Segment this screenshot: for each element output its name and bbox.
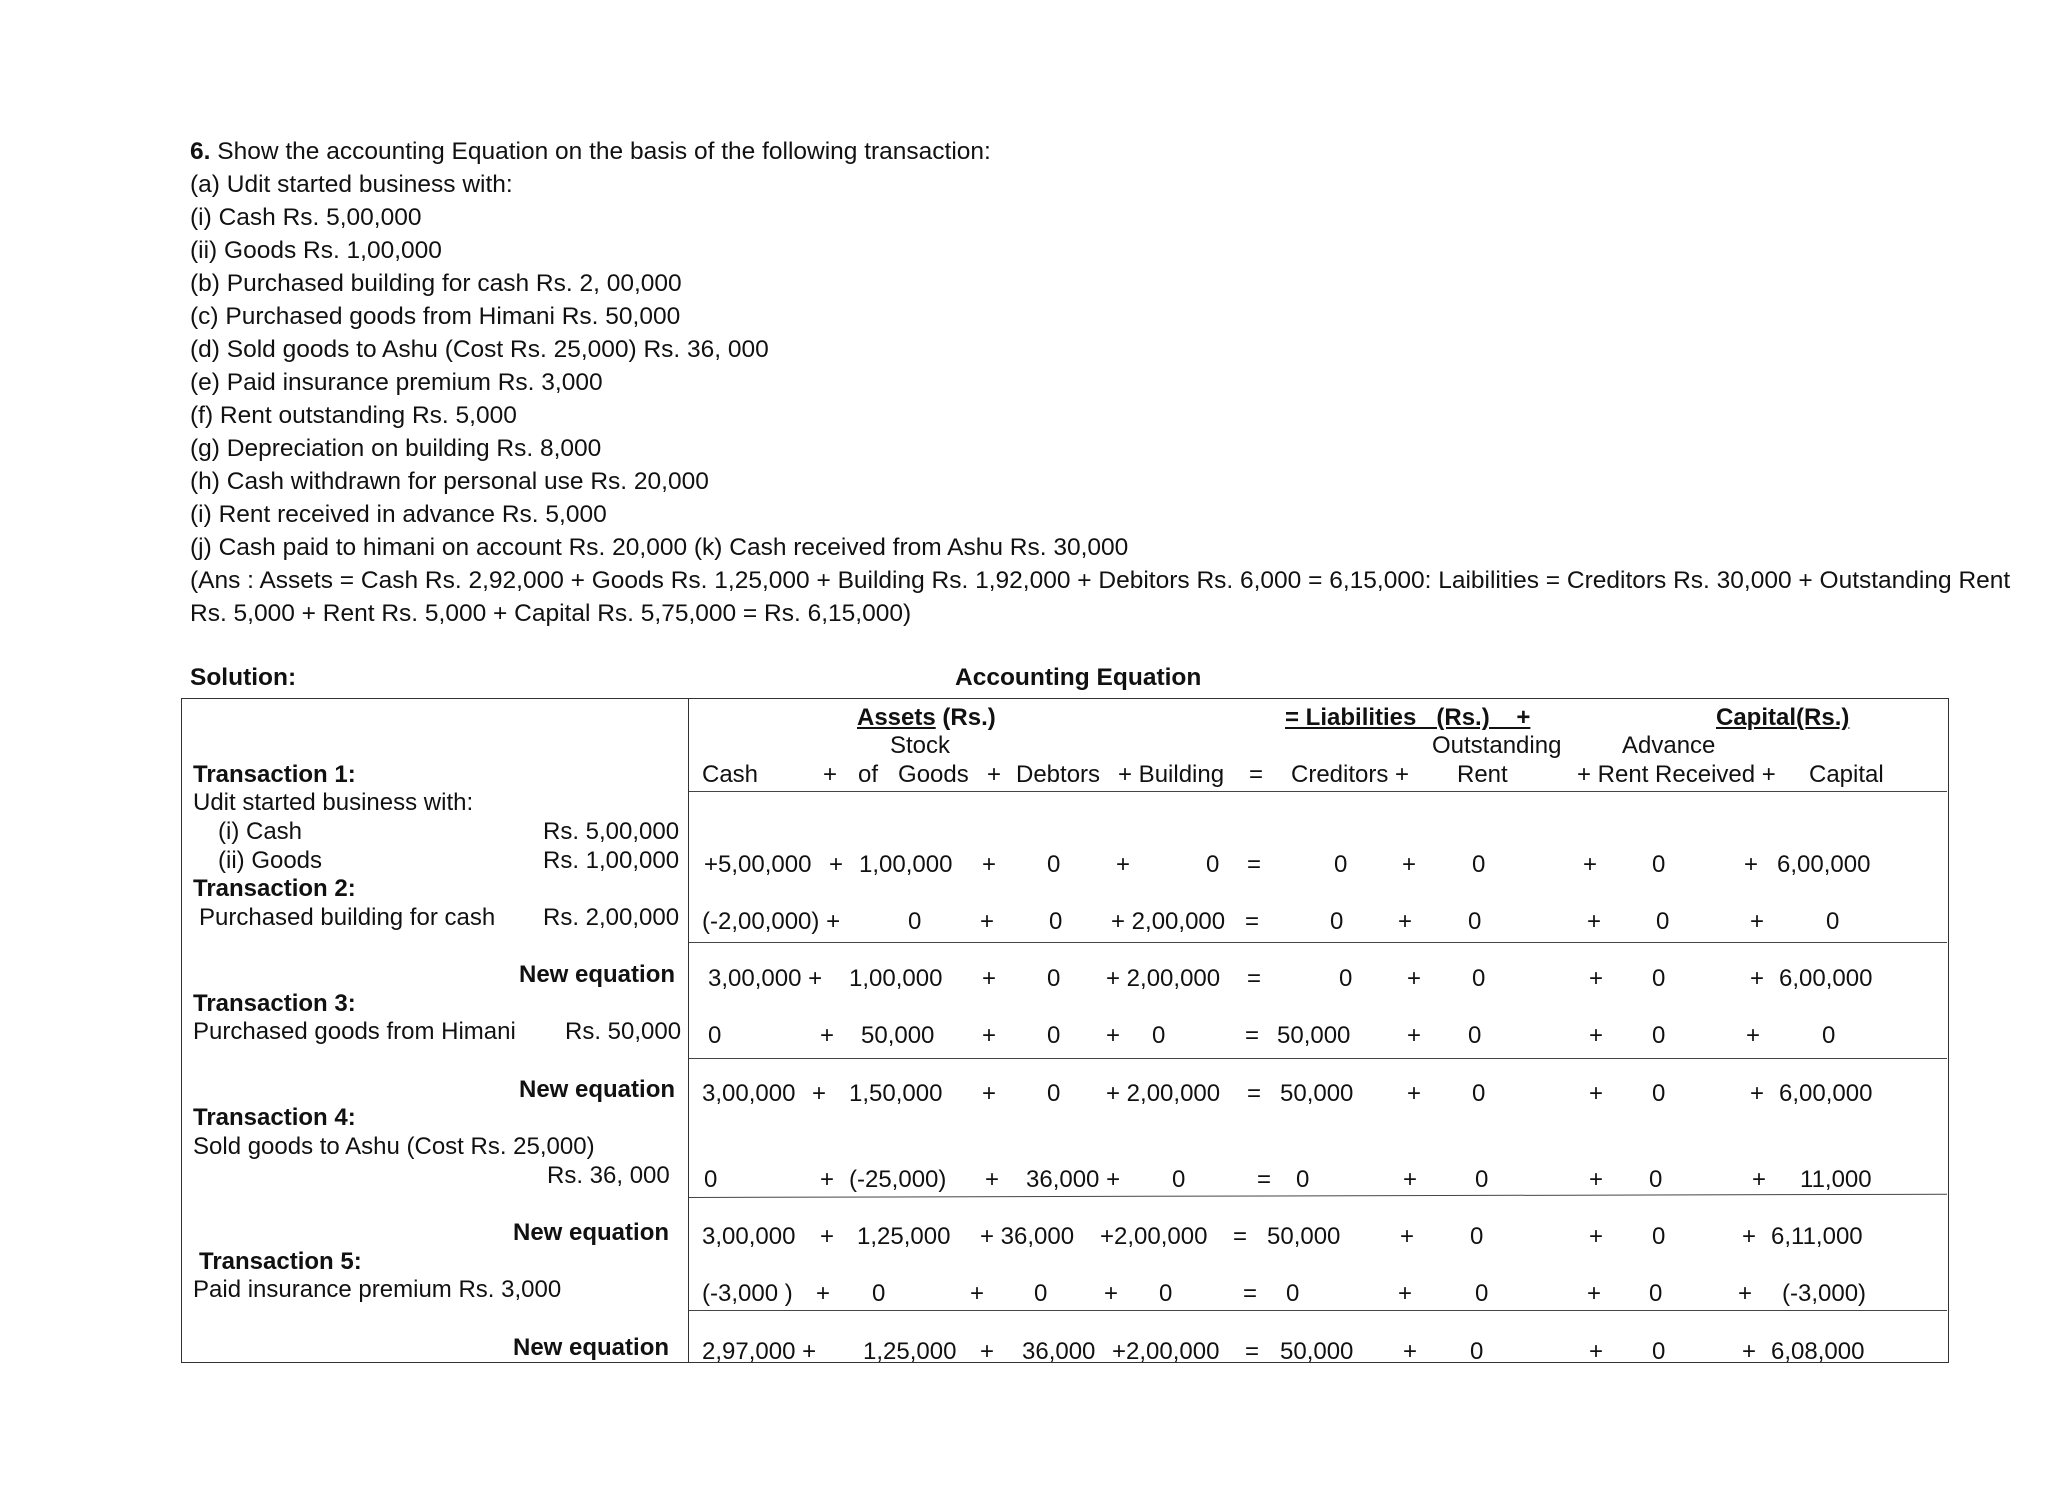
cell: 0	[1206, 851, 1220, 878]
cell: 6,00,000	[1779, 965, 1873, 992]
row-rule	[689, 942, 1947, 943]
assets-header: Assets (Rs.)	[857, 704, 996, 731]
cell: 1,50,000	[849, 1080, 943, 1107]
cell: =	[1243, 1280, 1258, 1307]
cell: +	[982, 1080, 997, 1107]
cell: 3,00,000	[702, 1080, 796, 1107]
equation-title: Accounting Equation	[955, 664, 1202, 691]
cell: 36,000 +	[1026, 1166, 1121, 1193]
cell: + 2,00,000	[1111, 908, 1226, 935]
question-line: (f) Rent outstanding Rs. 5,000	[190, 402, 517, 429]
cell: 0	[1286, 1280, 1300, 1307]
cell: +	[1403, 1166, 1418, 1193]
question-number: 6.	[190, 138, 211, 165]
transaction-2-heading: Transaction 2:	[193, 875, 356, 902]
cell: 1,25,000	[857, 1223, 951, 1250]
cell: 0	[1652, 1338, 1666, 1365]
cell: 0	[1470, 1338, 1484, 1365]
cell: 6,00,000	[1779, 1080, 1873, 1107]
cell: +	[1738, 1280, 1753, 1307]
cell: 6,08,000	[1771, 1338, 1865, 1365]
transaction-1-desc: Udit started business with:	[193, 789, 474, 816]
cell: 1,00,000	[849, 965, 943, 992]
question-line: (i) Cash Rs. 5,00,000	[190, 204, 422, 231]
cell: 0	[1652, 965, 1666, 992]
cell: 0	[1152, 1022, 1166, 1049]
cell: =	[1247, 1080, 1262, 1107]
capital-header: Capital(Rs.)	[1716, 704, 1850, 731]
transaction-3-amount: Rs. 50,000	[565, 1018, 682, 1045]
cell: =	[1245, 908, 1260, 935]
rent-col-header: Rent	[1457, 761, 1508, 788]
question-line: (e) Paid insurance premium Rs. 3,000	[190, 369, 603, 396]
cell: +	[1583, 851, 1598, 878]
row-rule	[689, 1310, 1947, 1311]
question-line: (i) Rent received in advance Rs. 5,000	[190, 501, 607, 528]
goods-col-header: of Goods	[858, 761, 969, 788]
cell: +	[1587, 908, 1602, 935]
cell: (-2,00,000) +	[702, 908, 841, 935]
cell: +	[820, 1022, 835, 1049]
cell: 0	[1649, 1166, 1663, 1193]
cell: 0	[1656, 908, 1670, 935]
cell: 3,00,000	[702, 1223, 796, 1250]
cell: +	[982, 851, 997, 878]
question-line: (ii) Goods Rs. 1,00,000	[190, 237, 442, 264]
cell: + 36,000	[980, 1223, 1075, 1250]
cell: +	[829, 851, 844, 878]
cell: +	[1589, 1166, 1604, 1193]
cell: 0	[1159, 1280, 1173, 1307]
cell: 36,000	[1022, 1338, 1096, 1365]
cell: 50,000	[1280, 1338, 1354, 1365]
cell: 0	[1826, 908, 1840, 935]
transaction-4-heading: Transaction 4:	[193, 1104, 356, 1131]
header-rule	[689, 791, 1947, 792]
transaction-4-amount: Rs. 36, 000	[547, 1162, 670, 1189]
cell: +	[1402, 851, 1417, 878]
cell: +	[1403, 1338, 1418, 1365]
advance-header: Advance	[1622, 732, 1716, 759]
cell: 1,25,000	[863, 1338, 957, 1365]
cell: +	[820, 1166, 835, 1193]
debtors-col-header: Debtors	[1016, 761, 1101, 788]
cell: =	[1245, 1022, 1260, 1049]
transaction-1-heading: Transaction 1:	[193, 761, 356, 788]
cell: =	[1233, 1223, 1248, 1250]
cell: 6,11,000	[1771, 1223, 1863, 1250]
answer-text: (Ans : Assets = Cash Rs. 2,92,000 + Goods Rs. 1,25,000 + Building Rs. 1,92,000 + Debitors Rs. 6,000 = 6,15,000: Laibilities = Creditors Rs. 30,000 + Outstanding Rent Rs. 5,000 + Rent Rs. 5,000 + Capital Rs. 5,75,000 = Rs. 6,15,000)	[190, 567, 2011, 627]
cell: =	[1247, 851, 1262, 878]
question-line: (g) Depreciation on building Rs. 8,000	[190, 435, 602, 462]
cell: 1,00,000	[859, 851, 953, 878]
cell: 50,000	[1277, 1022, 1351, 1049]
transaction-1-cash: (i) Cash	[218, 818, 303, 845]
transaction-4-desc: Sold goods to Ashu (Cost Rs. 25,000)	[193, 1133, 595, 1160]
cell: +	[1750, 908, 1765, 935]
cell: 0	[1172, 1166, 1186, 1193]
cell: +	[980, 1338, 995, 1365]
cell: 0	[1339, 965, 1353, 992]
cell: +	[1587, 1280, 1602, 1307]
cell: +	[1744, 851, 1759, 878]
cell: 0	[704, 1166, 718, 1193]
cell: +	[1750, 965, 1765, 992]
cell: +2,00,000	[1100, 1223, 1208, 1250]
cell: +	[1104, 1280, 1119, 1307]
cell: 2,97,000 +	[702, 1338, 817, 1365]
cell: 50,000	[1280, 1080, 1354, 1107]
cell: +	[1742, 1338, 1757, 1365]
cell: (-25,000)	[849, 1166, 947, 1193]
cell: 0	[1652, 851, 1666, 878]
cell: +	[982, 1022, 997, 1049]
question-prompt: Show the accounting Equation on the basis of the following transaction:	[217, 138, 991, 165]
cell: 11,000	[1800, 1166, 1872, 1193]
cell: +	[1398, 1280, 1413, 1307]
outstanding-header: Outstanding	[1432, 732, 1562, 759]
cell: (-3,000 )	[702, 1280, 793, 1307]
cell: +	[1742, 1223, 1757, 1250]
equals-sign: =	[1249, 761, 1264, 788]
question-line: (d) Sold goods to Ashu (Cost Rs. 25,000) Rs. 36, 000	[190, 336, 769, 363]
transaction-5-desc: Paid insurance premium Rs. 3,000	[193, 1276, 562, 1303]
cell: 0	[1296, 1166, 1310, 1193]
cell: +	[816, 1280, 831, 1307]
new-equation-label: New equation	[519, 961, 676, 988]
cell: +	[1407, 965, 1422, 992]
question-block	[190, 135, 2020, 630]
cell: 0	[1470, 1223, 1484, 1250]
cell: +5,00,000	[704, 851, 812, 878]
cell: +	[820, 1223, 835, 1250]
cell: 0	[1652, 1022, 1666, 1049]
cell: +	[980, 908, 995, 935]
new-equation-label: New equation	[513, 1219, 670, 1246]
cell: 3,00,000 +	[708, 965, 823, 992]
new-equation-label: New equation	[519, 1076, 676, 1103]
cell: 0	[1330, 908, 1344, 935]
question-line: (a) Udit started business with:	[190, 171, 513, 198]
cell: 0	[1047, 851, 1061, 878]
cell: +	[1750, 1080, 1765, 1107]
question-line: (c) Purchased goods from Himani Rs. 50,000	[190, 303, 681, 330]
cell: =	[1245, 1338, 1260, 1365]
cell: 0	[1334, 851, 1348, 878]
cell: 0	[1472, 851, 1486, 878]
cell: +	[1407, 1080, 1422, 1107]
solution-label: Solution:	[190, 664, 297, 691]
cell: 0	[908, 908, 922, 935]
liabilities-header: = Liabilities (Rs.) +	[1285, 704, 1531, 731]
cell: +	[1589, 1223, 1604, 1250]
transaction-1-cash-amount: Rs. 5,00,000	[543, 818, 680, 845]
cell: +	[1752, 1166, 1767, 1193]
rent-received-col-header: + Rent Received +	[1577, 761, 1776, 788]
cell: +	[1589, 1022, 1604, 1049]
cell: 0	[1049, 908, 1063, 935]
cell: +	[1400, 1223, 1415, 1250]
transaction-2-amount: Rs. 2,00,000	[543, 904, 680, 931]
question-line: (h) Cash withdrawn for personal use Rs. 20,000	[190, 468, 709, 495]
cell: 0	[1047, 1080, 1061, 1107]
creditors-col-header: Creditors +	[1291, 761, 1410, 788]
cell: 0	[1468, 1022, 1482, 1049]
cell: +2,00,000	[1112, 1338, 1220, 1365]
cell: 0	[1475, 1280, 1489, 1307]
cell: 0	[1472, 1080, 1486, 1107]
cell: +	[1589, 1338, 1604, 1365]
cell: +	[1746, 1022, 1761, 1049]
cell: =	[1257, 1166, 1272, 1193]
transaction-1-goods-amount: Rs. 1,00,000	[543, 847, 680, 874]
new-equation-label: New equation	[513, 1334, 670, 1361]
plus-sign: +	[823, 761, 838, 788]
column-divider	[688, 698, 689, 1363]
cell: 0	[1652, 1223, 1666, 1250]
cell: +	[1116, 851, 1131, 878]
cell: 0	[872, 1280, 886, 1307]
cell: + 2,00,000	[1106, 965, 1221, 992]
capital-col-header: Capital	[1809, 761, 1884, 788]
question-heading	[190, 135, 2020, 168]
question-line: (b) Purchased building for cash Rs. 2, 00,000	[190, 270, 682, 297]
cell: 0	[1472, 965, 1486, 992]
cell: + 2,00,000	[1106, 1080, 1221, 1107]
cell: +	[1407, 1022, 1422, 1049]
question-line: (j) Cash paid to himani on account Rs. 20,000 (k) Cash received from Ashu Rs. 30,000	[190, 534, 1129, 561]
cell: +	[1106, 1022, 1121, 1049]
cell: 0	[1468, 908, 1482, 935]
building-col-header: + Building	[1118, 761, 1225, 788]
cell: +	[1398, 908, 1413, 935]
cell: (-3,000)	[1782, 1280, 1867, 1307]
row-rule	[689, 1058, 1947, 1059]
cell: 0	[708, 1022, 722, 1049]
transaction-2-desc: Purchased building for cash	[199, 904, 496, 931]
cell: 0	[1649, 1280, 1663, 1307]
transaction-5-heading: Transaction 5:	[199, 1248, 362, 1275]
cell: =	[1247, 965, 1262, 992]
plus-sign: +	[987, 761, 1002, 788]
cell: +	[812, 1080, 827, 1107]
cell: 6,00,000	[1777, 851, 1871, 878]
cash-col-header: Cash	[702, 761, 759, 788]
cell: +	[985, 1166, 1000, 1193]
cell: 0	[1822, 1022, 1836, 1049]
cell: 50,000	[1267, 1223, 1341, 1250]
transaction-3-heading: Transaction 3:	[193, 990, 356, 1017]
cell: +	[1589, 1080, 1604, 1107]
cell: 0	[1475, 1166, 1489, 1193]
cell: 0	[1034, 1280, 1048, 1307]
cell: 0	[1652, 1080, 1666, 1107]
transaction-3-desc: Purchased goods from Himani	[193, 1018, 516, 1045]
stock-header: Stock	[890, 732, 951, 759]
cell: 0	[1047, 965, 1061, 992]
cell: +	[1589, 965, 1604, 992]
cell: 0	[1047, 1022, 1061, 1049]
transaction-1-goods: (ii) Goods	[218, 847, 323, 874]
cell: +	[970, 1280, 985, 1307]
cell: +	[982, 965, 997, 992]
cell: 50,000	[861, 1022, 935, 1049]
